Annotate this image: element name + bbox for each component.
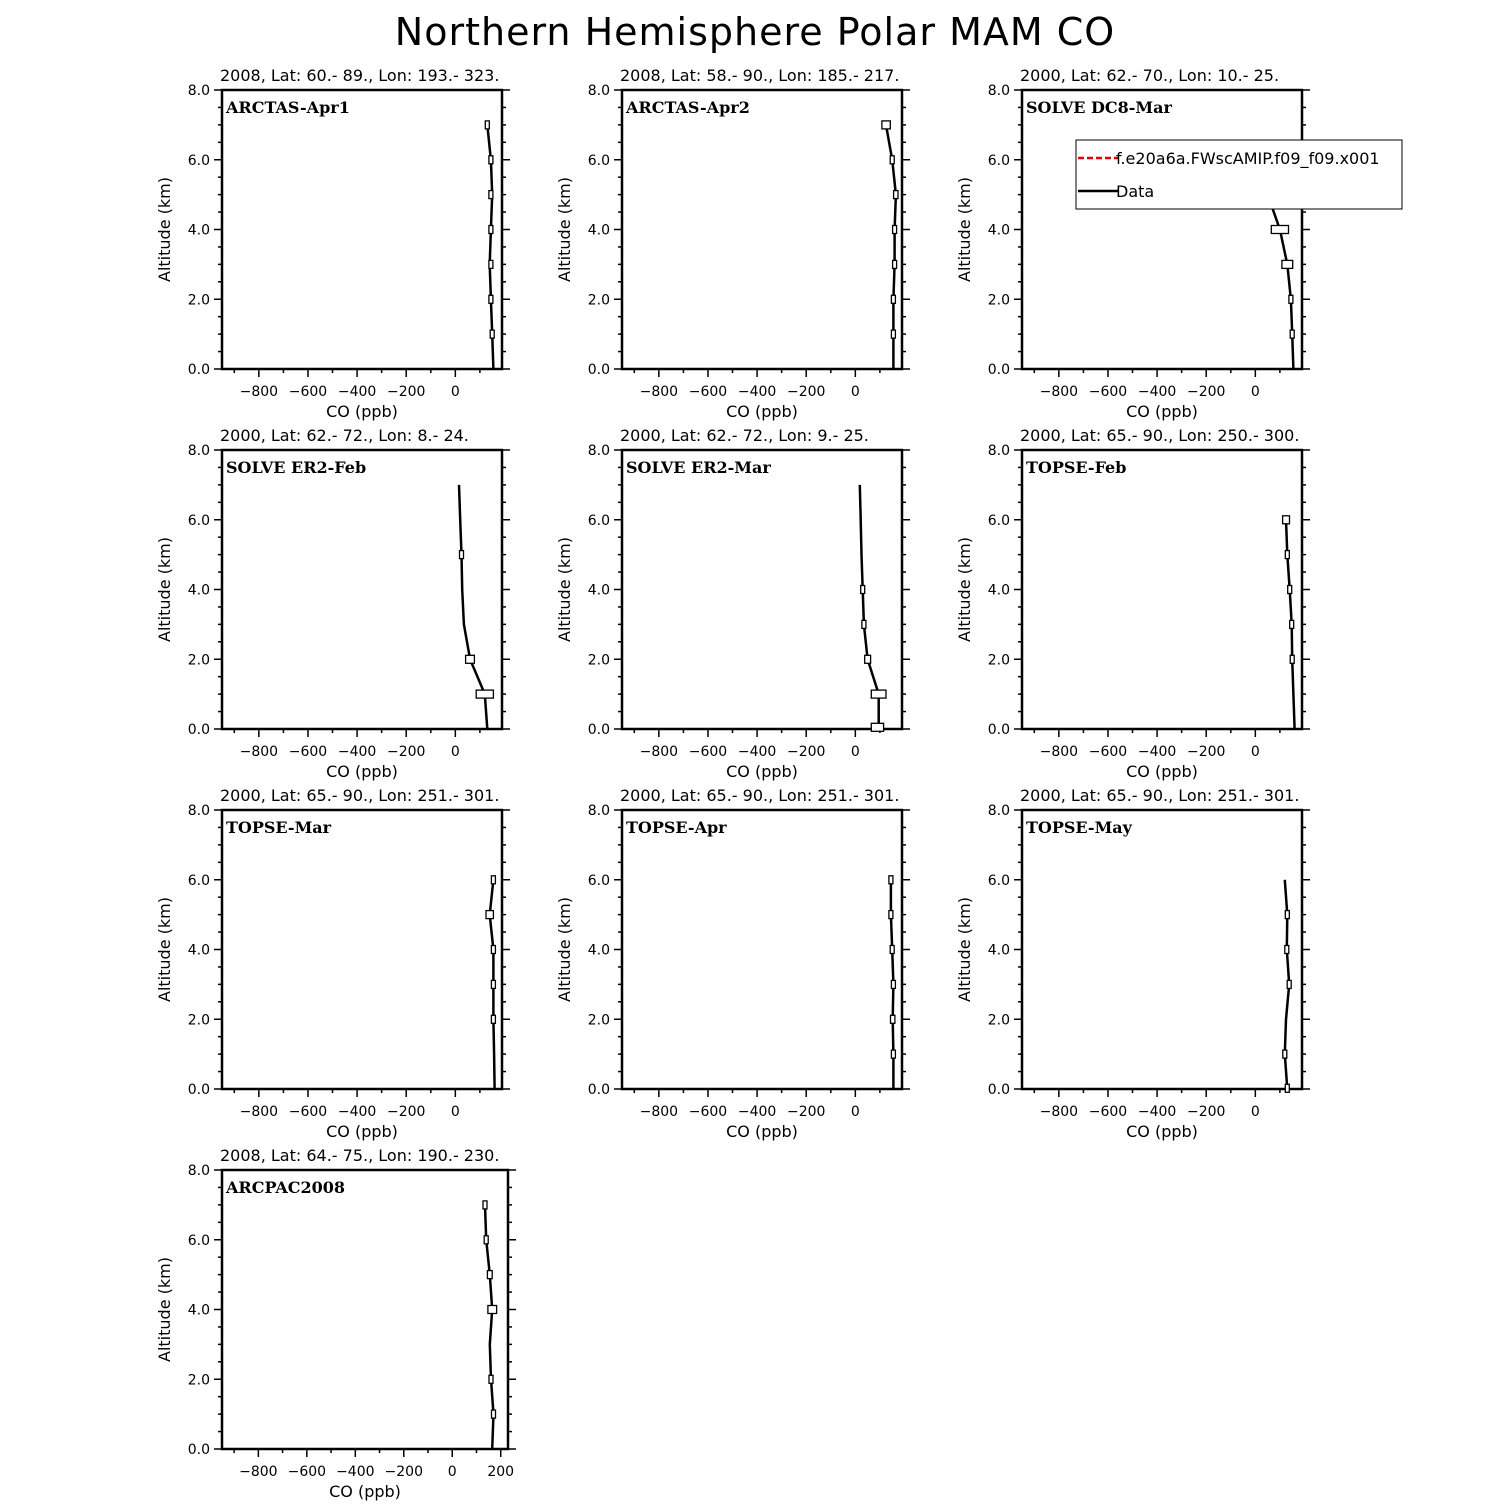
data-range-box bbox=[865, 655, 871, 663]
data-range-box bbox=[891, 980, 895, 988]
y-tick-label: 8.0 bbox=[187, 803, 210, 819]
x-tick-label: −200 bbox=[1186, 744, 1226, 760]
x-tick-label: −400 bbox=[737, 744, 777, 760]
y-tick-label: 6.0 bbox=[987, 152, 1010, 169]
x-tick-label: −800 bbox=[239, 1104, 279, 1120]
data-range-box bbox=[491, 946, 495, 954]
x-tick-label: −800 bbox=[1039, 1104, 1079, 1120]
data-range-box bbox=[871, 723, 883, 731]
y-tick-label: 2.0 bbox=[587, 1012, 610, 1029]
y-tick-label: 4.0 bbox=[587, 942, 610, 959]
y-tick-label: 4.0 bbox=[187, 942, 210, 959]
y-tick-label: 8.0 bbox=[987, 443, 1010, 459]
data-range-box bbox=[1290, 655, 1294, 663]
y-axis-label: Altitude (km) bbox=[955, 897, 974, 1002]
x-tick-label: −200 bbox=[786, 384, 826, 400]
y-tick-label: 2.0 bbox=[987, 652, 1010, 669]
x-tick-label: 0 bbox=[850, 744, 860, 760]
y-tick-label: 2.0 bbox=[187, 1372, 210, 1389]
data-range-box bbox=[894, 191, 898, 199]
data-range-box bbox=[489, 1375, 493, 1383]
data-range-box bbox=[1288, 586, 1292, 594]
x-tick-label: −400 bbox=[336, 1464, 375, 1480]
data-range-box bbox=[489, 260, 493, 268]
x-tick-label: −600 bbox=[288, 1104, 328, 1120]
x-axis-label: CO (ppb) bbox=[1126, 762, 1198, 781]
panel-label: ARCTAS-Apr1 bbox=[226, 98, 350, 117]
x-axis-label: CO (ppb) bbox=[726, 1122, 798, 1141]
data-range-box bbox=[893, 260, 897, 268]
x-tick-label: 0 bbox=[450, 384, 460, 400]
y-tick-label: 2.0 bbox=[987, 292, 1010, 309]
y-axis-label: Altitude (km) bbox=[955, 177, 974, 282]
x-tick-label: −400 bbox=[1137, 384, 1177, 400]
x-axis-label: CO (ppb) bbox=[326, 762, 398, 781]
x-tick-label: −600 bbox=[1088, 384, 1128, 400]
y-tick-label: 6.0 bbox=[987, 512, 1010, 529]
y-tick-label: 4.0 bbox=[987, 942, 1010, 959]
plot-frame bbox=[622, 810, 902, 1089]
y-tick-label: 8.0 bbox=[587, 443, 610, 459]
x-tick-label: 0 bbox=[1250, 744, 1260, 760]
panel-subtitle: 2000, Lat: 65.- 90., Lon: 251.- 301. bbox=[620, 786, 900, 805]
data-range-box bbox=[489, 295, 493, 303]
x-tick-label: −800 bbox=[239, 384, 279, 400]
data-range-box bbox=[1282, 260, 1293, 268]
data-range-box bbox=[490, 330, 494, 338]
y-axis-label: Altitude (km) bbox=[155, 537, 174, 642]
data-range-box bbox=[890, 156, 894, 164]
y-tick-label: 4.0 bbox=[187, 582, 210, 599]
x-tick-label: −200 bbox=[386, 384, 426, 400]
x-tick-label: −400 bbox=[1137, 1104, 1177, 1120]
y-axis-label: Altitude (km) bbox=[155, 897, 174, 1002]
data-range-box bbox=[483, 1201, 487, 1209]
data-range-box bbox=[485, 121, 489, 129]
x-axis-label: CO (ppb) bbox=[1126, 402, 1198, 421]
x-tick-label: −800 bbox=[639, 384, 679, 400]
y-tick-label: 0.0 bbox=[587, 722, 610, 738]
y-tick-label: 2.0 bbox=[187, 652, 210, 669]
data-range-box bbox=[484, 1236, 488, 1244]
chart-panel-7 bbox=[155, 786, 510, 1141]
legend-label: Data bbox=[1116, 182, 1155, 201]
x-tick-label: −400 bbox=[1137, 744, 1177, 760]
x-tick-label: −600 bbox=[1088, 744, 1128, 760]
chart-panel-2 bbox=[555, 66, 910, 421]
y-tick-label: 6.0 bbox=[187, 1232, 210, 1249]
data-range-box bbox=[861, 586, 865, 594]
data-range-box bbox=[489, 191, 493, 199]
panel-subtitle: 2000, Lat: 65.- 90., Lon: 251.- 301. bbox=[220, 786, 500, 805]
panel-label: SOLVE ER2-Mar bbox=[626, 458, 771, 477]
legend-label: f.e20a6a.FWscAMIP.f09_f09.x001 bbox=[1116, 149, 1380, 168]
data-range-box bbox=[460, 551, 464, 559]
data-range-box bbox=[489, 156, 493, 164]
y-tick-label: 0.0 bbox=[187, 362, 210, 378]
y-tick-label: 8.0 bbox=[587, 83, 610, 99]
x-tick-label: −600 bbox=[688, 384, 728, 400]
y-tick-label: 0.0 bbox=[987, 1082, 1010, 1098]
x-tick-label: −400 bbox=[737, 1104, 777, 1120]
y-tick-label: 6.0 bbox=[587, 512, 610, 529]
x-axis-label: CO (ppb) bbox=[326, 402, 398, 421]
y-tick-label: 8.0 bbox=[987, 803, 1010, 819]
data-range-box bbox=[1285, 1084, 1289, 1092]
x-axis-label: CO (ppb) bbox=[329, 1482, 401, 1501]
data-range-box bbox=[1290, 330, 1294, 338]
data-range-box bbox=[476, 690, 493, 698]
x-tick-label: 0 bbox=[1250, 384, 1260, 400]
data-range-box bbox=[491, 980, 495, 988]
plot-frame bbox=[222, 90, 502, 369]
y-tick-label: 4.0 bbox=[987, 222, 1010, 239]
x-tick-label: 200 bbox=[487, 1464, 515, 1480]
y-tick-label: 8.0 bbox=[987, 83, 1010, 99]
panel-label: TOPSE-Feb bbox=[1026, 458, 1127, 477]
y-tick-label: 6.0 bbox=[987, 872, 1010, 889]
data-range-box bbox=[1285, 946, 1289, 954]
chart-panel-10 bbox=[155, 1146, 516, 1501]
data-range-box bbox=[492, 1410, 496, 1418]
data-range-box bbox=[1290, 620, 1294, 628]
panel-label: ARCTAS-Apr2 bbox=[626, 98, 750, 117]
x-tick-label: 0 bbox=[450, 744, 460, 760]
x-tick-label: −800 bbox=[1039, 744, 1079, 760]
y-tick-label: 2.0 bbox=[587, 652, 610, 669]
y-tick-label: 0.0 bbox=[187, 1442, 210, 1458]
plot-frame bbox=[1022, 450, 1302, 729]
x-tick-label: −800 bbox=[639, 1104, 679, 1120]
x-tick-label: 0 bbox=[450, 1104, 460, 1120]
x-tick-label: −800 bbox=[639, 744, 679, 760]
panel-label: TOPSE-Apr bbox=[626, 818, 727, 837]
panel-label: ARCPAC2008 bbox=[226, 1178, 345, 1197]
y-tick-label: 2.0 bbox=[187, 1012, 210, 1029]
x-tick-label: −600 bbox=[1088, 1104, 1128, 1120]
panel-subtitle: 2000, Lat: 62.- 72., Lon: 9.- 25. bbox=[620, 426, 869, 445]
data-range-box bbox=[1289, 295, 1293, 303]
data-range-box bbox=[871, 690, 886, 698]
plot-frame bbox=[622, 90, 902, 369]
plot-frame bbox=[1022, 810, 1302, 1089]
y-axis-label: Altitude (km) bbox=[155, 177, 174, 282]
x-tick-label: −400 bbox=[337, 1104, 377, 1120]
chart-panel-8 bbox=[555, 786, 910, 1141]
panel-subtitle: 2008, Lat: 58.- 90., Lon: 185.- 217. bbox=[620, 66, 900, 85]
y-tick-label: 6.0 bbox=[587, 152, 610, 169]
data-range-box bbox=[891, 295, 895, 303]
x-tick-label: −600 bbox=[688, 1104, 728, 1120]
plot-frame bbox=[1022, 90, 1302, 369]
plot-frame bbox=[222, 810, 502, 1089]
data-range-box bbox=[1285, 911, 1289, 919]
y-tick-label: 4.0 bbox=[187, 1302, 210, 1319]
panel-subtitle: 2000, Lat: 65.- 90., Lon: 251.- 301. bbox=[1020, 786, 1300, 805]
series-line-data bbox=[1268, 195, 1294, 369]
chart-panel-9 bbox=[955, 786, 1310, 1141]
x-tick-label: −200 bbox=[384, 1464, 424, 1480]
x-tick-label: 0 bbox=[447, 1464, 457, 1480]
panel-subtitle: 2008, Lat: 60.- 89., Lon: 193.- 323. bbox=[220, 66, 500, 85]
y-tick-label: 2.0 bbox=[187, 292, 210, 309]
data-range-box bbox=[1271, 226, 1288, 234]
data-range-box bbox=[486, 911, 493, 919]
panel-subtitle: 2000, Lat: 62.- 72., Lon: 8.- 24. bbox=[220, 426, 469, 445]
data-range-box bbox=[891, 330, 895, 338]
data-range-box bbox=[491, 876, 495, 884]
y-tick-label: 6.0 bbox=[187, 872, 210, 889]
x-tick-label: −800 bbox=[1039, 384, 1079, 400]
chart-panel-3 bbox=[955, 66, 1310, 421]
chart-panel-1 bbox=[155, 66, 510, 421]
chart-panel-5 bbox=[555, 426, 910, 781]
data-range-box bbox=[891, 1015, 895, 1023]
data-range-box bbox=[1287, 980, 1291, 988]
x-tick-label: −600 bbox=[288, 744, 328, 760]
x-axis-label: CO (ppb) bbox=[1126, 1122, 1198, 1141]
panel-label: SOLVE DC8-Mar bbox=[1026, 98, 1172, 117]
data-range-box bbox=[1283, 516, 1290, 524]
y-axis-label: Altitude (km) bbox=[555, 537, 574, 642]
panel-label: TOPSE-Mar bbox=[226, 818, 332, 837]
y-tick-label: 8.0 bbox=[187, 1163, 210, 1179]
data-range-box bbox=[891, 1050, 895, 1058]
y-tick-label: 0.0 bbox=[187, 1082, 210, 1098]
panel-label: TOPSE-May bbox=[1026, 818, 1132, 837]
x-tick-label: −400 bbox=[337, 384, 377, 400]
x-tick-label: −200 bbox=[786, 1104, 826, 1120]
x-tick-label: −800 bbox=[239, 1464, 278, 1480]
y-tick-label: 0.0 bbox=[587, 1082, 610, 1098]
y-axis-label: Altitude (km) bbox=[555, 177, 574, 282]
y-tick-label: 0.0 bbox=[187, 722, 210, 738]
x-tick-label: −400 bbox=[737, 384, 777, 400]
y-axis-label: Altitude (km) bbox=[955, 537, 974, 642]
chart-panel-4 bbox=[155, 426, 510, 781]
data-range-box bbox=[893, 226, 897, 234]
data-range-box bbox=[487, 1271, 492, 1279]
y-axis-label: Altitude (km) bbox=[155, 1257, 174, 1362]
plot-frame bbox=[222, 1170, 508, 1449]
y-axis-label: Altitude (km) bbox=[555, 897, 574, 1002]
y-tick-label: 6.0 bbox=[187, 512, 210, 529]
chart-panel-6 bbox=[955, 426, 1310, 781]
x-tick-label: −200 bbox=[786, 744, 826, 760]
y-tick-label: 6.0 bbox=[187, 152, 210, 169]
x-tick-label: −200 bbox=[1186, 384, 1226, 400]
panel-subtitle: 2000, Lat: 65.- 90., Lon: 250.- 300. bbox=[1020, 426, 1300, 445]
y-tick-label: 6.0 bbox=[587, 872, 610, 889]
x-tick-label: 0 bbox=[1250, 1104, 1260, 1120]
y-tick-label: 0.0 bbox=[587, 362, 610, 378]
y-tick-label: 4.0 bbox=[587, 222, 610, 239]
x-tick-label: 0 bbox=[850, 1104, 860, 1120]
x-tick-label: −600 bbox=[288, 384, 328, 400]
x-tick-label: −400 bbox=[337, 744, 377, 760]
y-tick-label: 0.0 bbox=[987, 362, 1010, 378]
data-range-box bbox=[890, 946, 894, 954]
x-axis-label: CO (ppb) bbox=[326, 1122, 398, 1141]
x-tick-label: −600 bbox=[688, 744, 728, 760]
x-tick-label: −800 bbox=[239, 744, 279, 760]
x-tick-label: −200 bbox=[386, 1104, 426, 1120]
y-tick-label: 8.0 bbox=[187, 83, 210, 99]
data-range-box bbox=[1285, 551, 1289, 559]
y-tick-label: 8.0 bbox=[187, 443, 210, 459]
x-axis-label: CO (ppb) bbox=[726, 402, 798, 421]
legend bbox=[1076, 140, 1402, 209]
figure-title: Northern Hemisphere Polar MAM CO bbox=[394, 10, 1116, 54]
y-tick-label: 8.0 bbox=[587, 803, 610, 819]
data-range-box bbox=[889, 876, 893, 884]
x-tick-label: −200 bbox=[1186, 1104, 1226, 1120]
y-tick-label: 2.0 bbox=[987, 1012, 1010, 1029]
x-axis-label: CO (ppb) bbox=[726, 762, 798, 781]
data-range-box bbox=[882, 121, 890, 129]
data-range-box bbox=[466, 655, 475, 663]
y-tick-label: 4.0 bbox=[987, 582, 1010, 599]
y-tick-label: 0.0 bbox=[987, 722, 1010, 738]
data-range-box bbox=[862, 620, 866, 628]
panel-label: SOLVE ER2-Feb bbox=[226, 458, 367, 477]
data-range-box bbox=[491, 1015, 495, 1023]
y-tick-label: 4.0 bbox=[587, 582, 610, 599]
data-range-box bbox=[889, 911, 893, 919]
data-range-box bbox=[489, 226, 493, 234]
data-range-box bbox=[488, 1306, 497, 1314]
x-tick-label: −600 bbox=[287, 1464, 327, 1480]
x-tick-label: −200 bbox=[386, 744, 426, 760]
panel-subtitle: 2000, Lat: 62.- 70., Lon: 10.- 25. bbox=[1020, 66, 1280, 85]
y-tick-label: 4.0 bbox=[187, 222, 210, 239]
panel-subtitle: 2008, Lat: 64.- 75., Lon: 190.- 230. bbox=[220, 1146, 500, 1165]
data-range-box bbox=[1283, 1050, 1287, 1058]
x-tick-label: 0 bbox=[850, 384, 860, 400]
y-tick-label: 2.0 bbox=[587, 292, 610, 309]
